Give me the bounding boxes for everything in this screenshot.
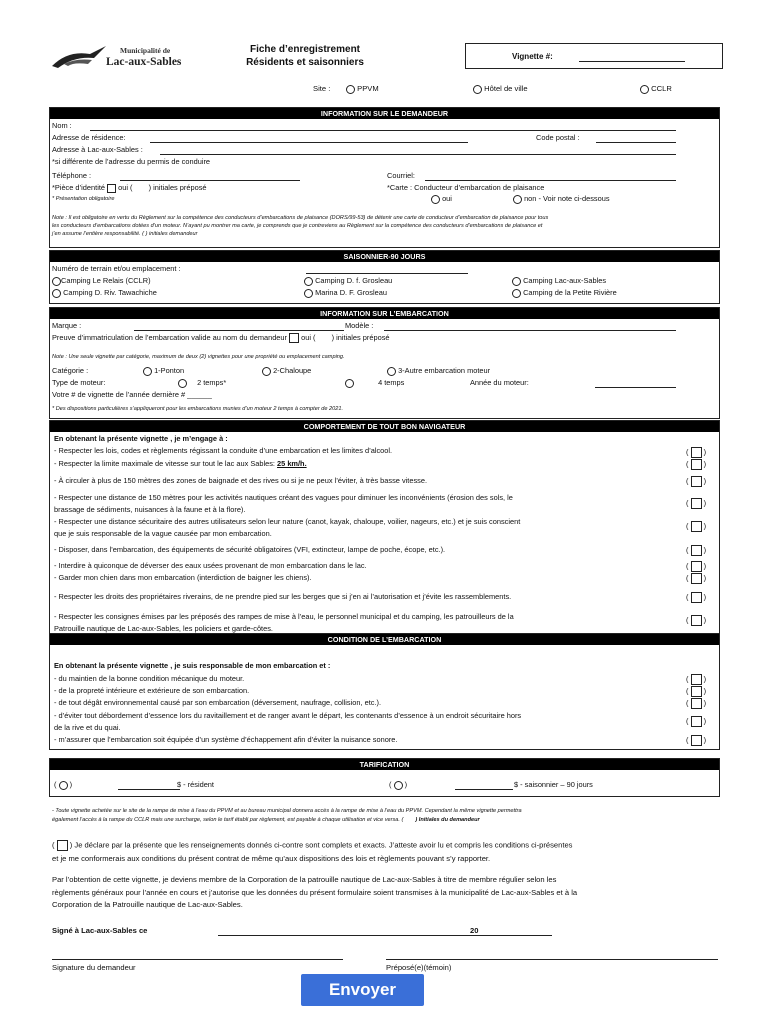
checkbox-icon[interactable] [691, 592, 702, 603]
courriel-field[interactable] [425, 180, 676, 181]
comportement-item-text: que je suis responsable de la vague causée par mon embarcation. [54, 529, 272, 538]
cat-ponton-radio-icon[interactable] [143, 367, 152, 376]
moteur-4temps-label: 4 temps [378, 378, 405, 387]
camp-3-radio-icon[interactable] [512, 277, 521, 286]
comportement-intro: En obtenant la présente vignette , je m’engage à : [54, 434, 228, 443]
embarcation-note2: * Des dispositions particulières s’appliqueront pour les embarcations munies d’un moteur 2 temps à compter de 2021. [52, 406, 344, 412]
section-saisonnier [49, 250, 720, 304]
checkbox-icon[interactable] [691, 521, 702, 532]
adresse-lac-label: Adresse à Lac-aux-Sables : [52, 145, 143, 154]
camp-5-radio-icon[interactable] [304, 289, 313, 298]
comportement-item-text: - Respecter les lois, codes et règlements régissant la conduite d’une embarcation et les limites d’alcool. [54, 446, 393, 455]
cat-ponton-label: 1-Ponton [154, 366, 185, 375]
camp-option-2[interactable] [304, 276, 392, 286]
modele-field[interactable] [384, 330, 676, 331]
tarif-resident-label: $ - résident [177, 780, 214, 789]
site-cclr-radio-icon[interactable] [640, 85, 649, 94]
declaration-line1-row: ( ) Je déclare par la présente que les renseignements donnés ci-contre sont complets et exacts. J’atteste avoir lu et compris les conditions ci-présentes [52, 840, 573, 850]
checkbox-icon[interactable] [691, 698, 702, 709]
carte-oui-radio-icon[interactable] [431, 195, 440, 204]
comportement-checkbox[interactable]: ( ) [686, 498, 707, 508]
moteur-2temps[interactable] [178, 378, 226, 388]
condition-item-text: - du maintien de la bonne condition mécanique du moteur. [54, 674, 245, 683]
tarification-bar: TARIFICATION [50, 759, 719, 770]
carte-non-label: non - Voir note ci-dessous [524, 194, 610, 203]
checkbox-icon[interactable] [691, 716, 702, 727]
preuve-checkbox[interactable] [289, 333, 299, 343]
title-line2: Résidents et saisonniers [246, 57, 364, 68]
envoyer-button[interactable]: Envoyer [301, 974, 424, 1006]
declaration-line1: ) Je déclare par la présente que les renseignements donnés ci-contre sont complets et exacts. J’atteste avoir lu et compris les conditions ci-présentes [69, 840, 573, 850]
demandeur-bar: INFORMATION SUR LE DEMANDEUR [50, 108, 719, 119]
tarif-saisonnier-label: $ - saisonnier – 90 jours [514, 780, 593, 789]
telephone-label: Téléphone : [52, 171, 92, 180]
preuve-initiales: ) initiales préposé [331, 333, 390, 342]
comportement-item-text: - À circuler à plus de 150 mètres des zones de baignade et des rives ou si je ne peux l’éviter, à très basse vitesse. [54, 476, 428, 485]
site-ppvm[interactable] [346, 84, 379, 94]
embarcation-bar: INFORMATION SUR L’EMBARCATION [50, 308, 719, 319]
camp-4-radio-icon[interactable] [52, 289, 61, 298]
declaration-p1: Par l’obtention de cette vignette, je deviens membre de la Corporation de la patrouille nautique de Lac-aux-Sables à titre de membre régulier selon les [52, 875, 557, 884]
condition-checkbox[interactable]: ( ) [686, 698, 707, 708]
checkbox-icon[interactable] [691, 561, 702, 572]
votre-vignette: Votre # de vignette de l’année dernière # ______ [52, 390, 212, 399]
condition-checkbox[interactable]: ( ) [686, 735, 707, 745]
cat-autre-radio-icon[interactable] [387, 367, 396, 376]
camp-option-4[interactable] [52, 288, 157, 298]
camp-option-6[interactable] [512, 288, 617, 298]
comportement-checkbox[interactable]: ( ) [686, 561, 707, 571]
terrain-label: Numéro de terrain et/ou emplacement : [52, 264, 181, 273]
tarif-saisonnier-radio-icon[interactable] [394, 781, 403, 790]
modele-label: Modèle : [345, 321, 374, 330]
comportement-checkbox[interactable]: ( ) [686, 592, 707, 602]
logo-line2: Lac-aux-Sables [106, 56, 182, 68]
annee-moteur-label: Année du moteur: [470, 378, 529, 387]
cat-autre[interactable] [387, 366, 490, 376]
site-hotel-radio-icon[interactable] [473, 85, 482, 94]
declaration-checkbox[interactable] [57, 840, 68, 851]
annee-moteur-field[interactable] [595, 387, 676, 388]
demandeur-note1: Note : Il est obligatoire en vertu du Règlement sur la compétence des conducteurs d’embarcations de plaisance (DORS/99-53) de détenir une carte de conducteur d’embarcation de plaisance pour tous [52, 215, 549, 221]
marque-label: Marque : [52, 321, 82, 330]
courriel-label: Courriel: [387, 171, 415, 180]
checkbox-icon[interactable] [691, 459, 702, 470]
camp-option-5[interactable] [304, 288, 387, 298]
comportement-checkbox[interactable]: ( ) [686, 476, 707, 486]
tarif-note1: - Toute vignette achetée sur le site de la rampe de mise à l’eau du PPVM et au bureau municipal donnera accès à la rampe de mise à l’eau du PPVM. Cependant la même vignette permettra [52, 808, 522, 814]
cat-autre-label: 3-Autre embarcation moteur [398, 366, 491, 375]
speed-limit-value: 25 km/h. [277, 459, 307, 468]
declaration-p3: Corporation de la Patrouille nautique de Lac-aux-Sables. [52, 900, 243, 909]
site-label: Site : [313, 84, 331, 93]
section-comportement [49, 420, 720, 634]
code-postal-field[interactable] [596, 142, 676, 143]
form-title [225, 43, 385, 69]
nom-field[interactable] [90, 130, 676, 131]
comportement-bar: COMPORTEMENT DE TOUT BON NAVIGATEUR [50, 421, 719, 432]
adresse-field[interactable] [150, 142, 468, 143]
camp-5-label: Marina D. F. Grosleau [315, 288, 387, 297]
carte-oui[interactable] [431, 194, 452, 204]
comportement-item-text: - Respecter la limite maximale de vitesse sur tout le lac aux Sables: 25 km/h. [54, 459, 307, 468]
comportement-item-text: Patrouille nautique de Lac-aux-Sables, les policiers et garde-côtes. [54, 624, 273, 633]
tarif-resident-radio-icon[interactable] [59, 781, 68, 790]
municipality-logo [50, 42, 210, 72]
comportement-item-text: - Disposer, dans l’embarcation, des équipements de sécurité obligatoires (VFI, extincteur, lampe de poche, écope, etc.). [54, 545, 446, 554]
si-diff-note: *si différente de l’adresse du permis de conduire [52, 157, 211, 166]
condition-bar: CONDITION DE L’EMBARCATION [50, 634, 719, 645]
nom-label: Nom : [52, 121, 72, 130]
camp-2-label: Camping D. f. Grosleau [315, 276, 393, 285]
condition-item-text: de la rive et du quai. [54, 723, 121, 732]
camp-6-radio-icon[interactable] [512, 289, 521, 298]
comportement-item-text: - Interdire à quiconque de déverser des eaux usées provenant de mon embarcation dans le lac. [54, 561, 367, 570]
title-line1: Fiche d’enregistrement [249, 44, 361, 55]
marque-field[interactable] [134, 330, 344, 331]
terrain-field[interactable] [306, 273, 468, 274]
tarif-saisonnier-amount[interactable] [455, 789, 513, 790]
adresse-label: Adresse de résidence: [52, 133, 126, 142]
carte-oui-label: oui [442, 194, 452, 203]
piece-oui: oui ( [118, 183, 133, 192]
checkbox-icon[interactable] [691, 686, 702, 697]
moteur-2temps-label: 2 temps* [197, 378, 227, 387]
preuve-oui: oui ( [301, 333, 316, 342]
saisonnier-bar: SAISONNIER-90 JOURS [50, 251, 719, 262]
embarcation-note: Note : Une seule vignette par catégorie, maximum de deux (2) vignettes pour une propriété ou emplacement camping. [52, 354, 345, 360]
presentation-note: * Présentation obligatoire [52, 196, 115, 202]
site-ppvm-label: PPVM [357, 84, 379, 93]
cat-ponton[interactable] [143, 366, 184, 376]
comportement-checkbox[interactable]: ( ) [686, 521, 707, 531]
tarif-resident-amount[interactable] [118, 789, 180, 790]
vignette-box [465, 43, 723, 69]
preuve-label: Preuve d’immatriculation de l’embarcation valide au nom du demandeur [52, 333, 287, 342]
checkbox-icon[interactable] [691, 735, 702, 746]
camp-4-label: Camping D. Riv. Tawachiche [63, 288, 157, 297]
comportement-checkbox[interactable]: ( ) [686, 573, 707, 583]
site-cclr[interactable] [640, 84, 672, 94]
tarif-note2b: ) Initiales du demandeur [415, 817, 480, 823]
logo-emblem-icon [50, 44, 110, 70]
code-postal-label: Code postal : [536, 133, 580, 142]
site-ppvm-radio-icon[interactable] [346, 85, 355, 94]
condition-checkbox[interactable]: ( ) [686, 674, 707, 684]
moteur-2temps-radio-icon[interactable] [178, 379, 187, 388]
cat-chaloupe[interactable] [262, 366, 311, 376]
signe-field[interactable] [218, 935, 552, 936]
camp-3-label: Camping Lac-aux-Sables [523, 276, 607, 285]
logo-line1: Municipalité de [120, 46, 171, 55]
tarif-note2-row [52, 817, 480, 823]
adresse-lac-field[interactable] [160, 154, 676, 155]
declaration-p2: règlements généraux pour l’année en cours et j’autorise que les données du présent formulaire soient transmises à la municipalité de Lac-aux-Sables et à la [52, 888, 578, 897]
section-tarification [49, 758, 720, 797]
checkbox-icon[interactable] [691, 498, 702, 509]
condition-item-text: - de tout dégât environnemental causé par son embarcation (déversement, naufrage, collision, etc.). [54, 698, 382, 707]
comportement-checkbox[interactable]: ( ) [686, 545, 707, 555]
checkbox-icon[interactable] [691, 615, 702, 626]
checkbox-icon[interactable] [691, 447, 702, 458]
tarif-saisonnier[interactable]: ( ) [389, 780, 408, 789]
comportement-item-text: - Garder mon chien dans mon embarcation (interdiction de baigner les chiens). [54, 573, 312, 582]
vignette-label: Vignette #: [512, 52, 553, 61]
camp-option-1[interactable] [52, 276, 151, 286]
type-moteur-label: Type de moteur: [52, 378, 106, 387]
checkbox-icon[interactable] [691, 476, 702, 487]
demandeur-note2: les conducteurs d’embarcations dotées d’un moteur. N’ayant pu montrer ma carte, je comprends que je contreviens au Règlement sur la compétence des conducteurs d’embarcations de plaisance et [52, 223, 543, 229]
site-hotel[interactable] [473, 84, 528, 94]
checkbox-icon[interactable] [691, 573, 702, 584]
comportement-item-text: - Respecter les droits des propriétaires riverains, de ne prendre pied sur les berges que si j’en ai l’autorisation et j’évite les rassemblements. [54, 592, 512, 601]
condition-intro: En obtenant la présente vignette , je suis responsable de mon embarcation et : [54, 661, 331, 670]
comportement-item-text: brassage de sédiments, nuisances à la faune et à la flore). [54, 505, 246, 514]
piece-label: *Pièce d’identité [52, 183, 106, 192]
checkbox-icon[interactable] [691, 674, 702, 685]
moteur-4temps[interactable] [345, 378, 404, 388]
sig-prepose-field[interactable] [386, 959, 718, 960]
vignette-number-field[interactable] [579, 61, 685, 62]
comportement-checkbox[interactable]: ( ) [686, 615, 707, 625]
section-embarcation [49, 307, 720, 419]
categorie-label: Catégorie : [52, 366, 89, 375]
carte-non[interactable] [513, 194, 610, 204]
sig-prepose-label: Préposé(e)(témoin) [386, 963, 452, 972]
piece-checkbox[interactable] [107, 184, 116, 193]
condition-item-text: - de la propreté intérieure et extérieure de son embarcation. [54, 686, 250, 695]
camp-1-label: Camping Le Relais (CCLR) [61, 276, 151, 285]
camp-2-radio-icon[interactable] [304, 277, 313, 286]
condition-checkbox[interactable]: ( ) [686, 716, 707, 726]
moteur-4temps-radio-icon[interactable] [345, 379, 354, 388]
carte-label: *Carte : Conducteur d’embarcation de plaisance [387, 183, 545, 192]
cat-chaloupe-label: 2-Chaloupe [273, 366, 312, 375]
demandeur-note3: j’en assume l’entière responsabilité. ( ) initiales demandeur [52, 231, 198, 237]
camp-1-radio-icon[interactable] [52, 277, 61, 286]
sig-demandeur-field[interactable] [52, 959, 343, 960]
tarif-resident[interactable]: ( ) [54, 780, 73, 789]
checkbox-icon[interactable] [691, 545, 702, 556]
carte-non-radio-icon[interactable] [513, 195, 522, 204]
condition-item-text: - d’éviter tout débordement d’essence lors du ravitaillement et de ranger avant le départ, les contenants d’essence à un endroit sécuritaire hors [54, 711, 522, 720]
camp-option-3[interactable] [512, 276, 606, 286]
comportement-checkbox[interactable]: ( ) [686, 459, 707, 469]
camp-6-label: Camping de la Petite Rivière [523, 288, 617, 297]
comportement-item-text: - Respecter une distance de 150 mètres pour les activités nautiques créant des vagues pour diminuer les inconvénients (érosion des sols, le [54, 493, 513, 502]
comportement-checkbox[interactable]: ( ) [686, 447, 707, 457]
signe-annee: 20 [470, 926, 479, 935]
piece-initiales: ) initiales préposé [148, 183, 207, 192]
comportement-item-text: - Respecter les consignes émises par les préposés des rampes de mise à l’eau, le personnel municipal et du camping, les patrouilleurs de la [54, 612, 514, 621]
piece-row [52, 183, 207, 193]
condition-item-text: - m’assurer que l’embarcation soit équipée d’un système d’échappement afin d’éviter la nuisance sonore. [54, 735, 398, 744]
condition-checkbox[interactable]: ( ) [686, 686, 707, 696]
signe-label: Signé à Lac-aux-Sables ce [52, 926, 148, 935]
section-demandeur [49, 107, 720, 248]
comportement-item-text: - Respecter une distance sécuritaire des autres utilisateurs selon leur nature (canot, kayak, chaloupe, voilier, nageurs, etc.) et je suis conscient [54, 517, 521, 526]
sig-demandeur-label: Signature du demandeur [52, 963, 136, 972]
cat-chaloupe-radio-icon[interactable] [262, 367, 271, 376]
telephone-field[interactable] [120, 180, 300, 181]
declaration-line2: et je me conformerais aux conditions du présent contrat de même qu’aux dispositions des lois et règlements pouvant s’y rapporter. [52, 854, 491, 863]
preuve-row [52, 333, 390, 343]
tarif-note2: également l’accès à la rampe du CCLR mais une surcharge, selon le tarif établi par règlement, est payable à chaque utilisation et vice versa. ( [52, 817, 404, 823]
site-cclr-label: CCLR [651, 84, 672, 93]
site-hotel-label: Hôtel de ville [484, 84, 528, 93]
section-condition [49, 633, 720, 750]
